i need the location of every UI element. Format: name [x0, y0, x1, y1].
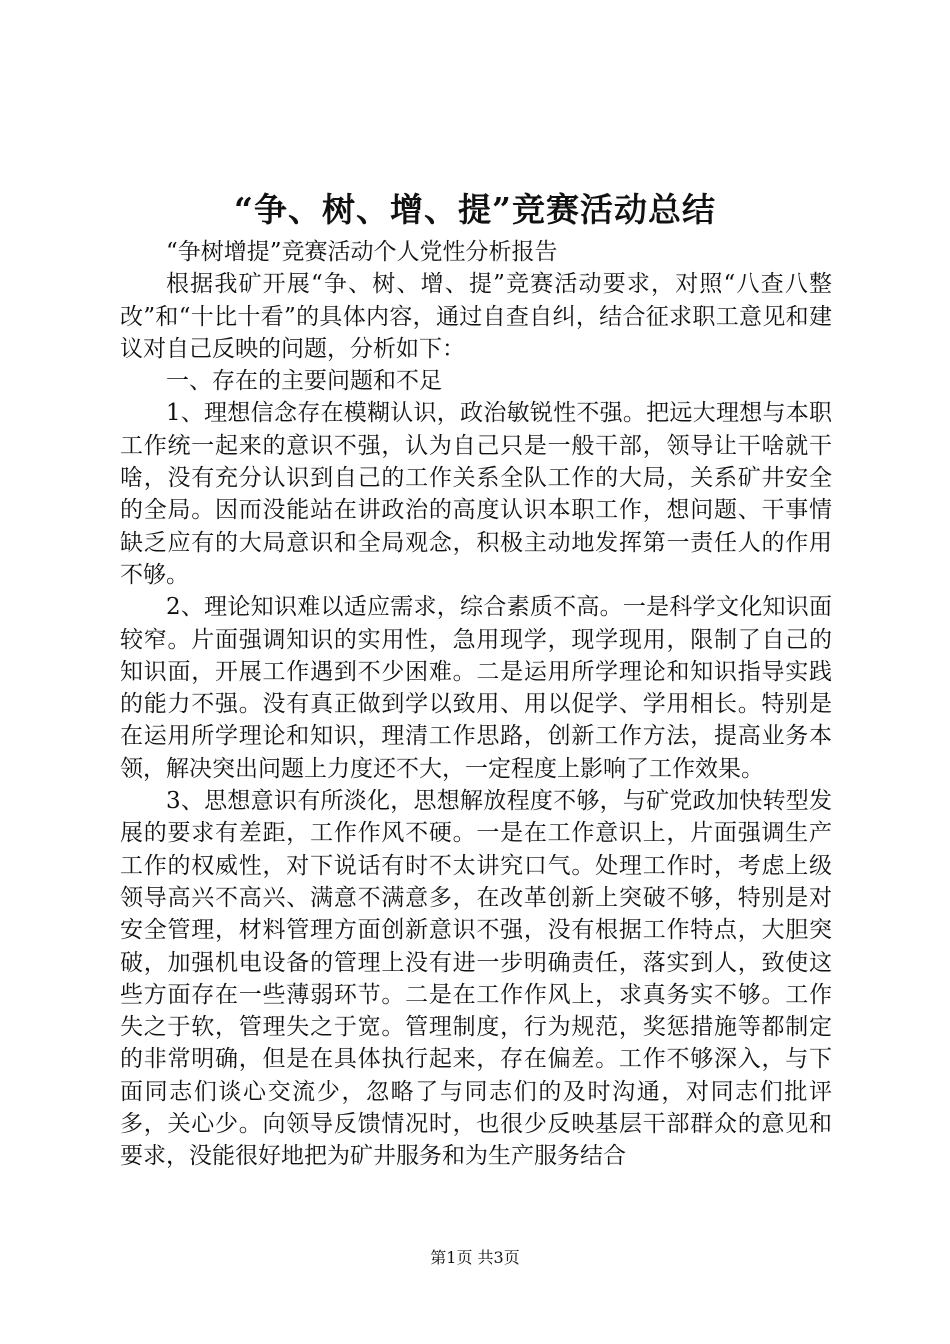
paragraph-item-2: 2、理论知识难以适应需求，综合素质不高。一是科学文化知识面较窄。片面强调知识的实用性，急用现学，现学现用，限制了自己的知识面，开展工作遇到不少困难。二是运用所学理论和知识指导实践的能力不强。没有真正做到学以致用、用以促学、学用相长。特别是在运用所学理论和知识，理清工作思路，创新工作方法，提高业务本领，解决突出问题上力度还不大，一定程度上影响了工作效果。: [120, 594, 832, 782]
page-footer: 第1页 共3页: [430, 1248, 520, 1267]
document-body: [120, 236, 832, 1173]
document-title: “争、树、增、提”竞赛活动总结: [234, 190, 716, 229]
section-heading: 一、存在的主要问题和不足: [166, 368, 442, 395]
paragraph-item-3: 3、思想意识有所淡化，思想解放程度不够，与矿党政加快转型发展的要求有差距，工作作风不硬。一是在工作意识上，片面强调生产工作的权威性，对下说话有时不太讲究口气。处理工作时，考虑上级领导高兴不高兴、满意不满意多，在改革创新上突破不够，特别是对安全管理，材料管理方面创新意识不强，没有根据工作特点，大胆突破，加强机电设备的管理上没有进一步明确责任，落实到人，致使这些方面存在一些薄弱环节。二是在工作作风上，求真务实不够。工作失之于软，管理失之于宽。管理制度，行为规范，奖惩措施等都制定的非常明确，但是在具体执行起来，存在偏差。工作不够深入，与下面同志们谈心交流少，忽略了与同志们的及时沟通，对同志们批评多，关心少。向领导反馈情况时，也很少反映基层干部群众的意见和要求，没能很好地把为矿井服务和为生产服务结合: [120, 788, 832, 1170]
paragraph-item-1: 1、理想信念存在模糊认识，政治敏锐性不强。把远大理想与本职工作统一起来的意识不强，认为自己只是一般干部，领导让干啥就干啥，没有充分认识到自己的工作关系全队工作的大局，关系矿井安全的全局。因而没能站在讲政治的高度认识本职工作，想问题、干事情缺乏应有的大局意识和全局观念，积极主动地发挥第一责任人的作用不够。: [120, 400, 832, 588]
paragraph-subtitle: “争树增提”竞赛活动个人党性分析报告: [166, 239, 558, 265]
paragraph-intro: 根据我矿开展“争、树、增、提”竞赛活动要求，对照“八查八整改”和“十比十看”的具体内容，通过自查自纠，结合征求职工意见和建议对自己反映的问题，分析如下：: [120, 271, 832, 362]
